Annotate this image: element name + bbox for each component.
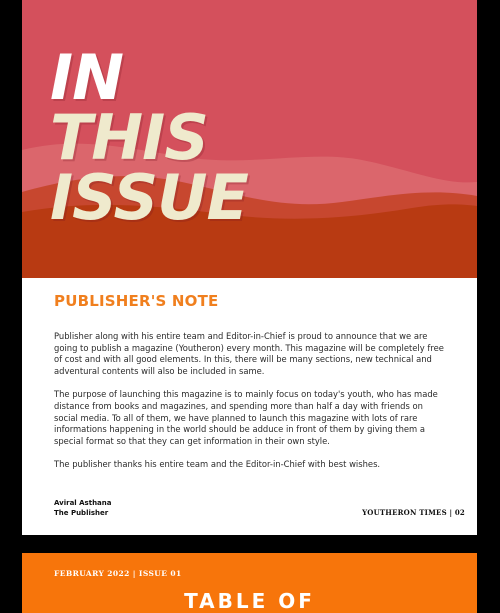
page-footer: YOUTHERON TIMES | 02 [362,508,465,517]
hero-title [50,41,248,234]
hero-title-line-2: THIS [50,101,208,174]
next-page-preview [22,553,477,613]
note-paragraph-2: The purpose of launching this magazine is to mainly focus on today's youth, who has made distance from books and magazines, and spending more than half a day with friends on social media. To all of them, we have planned to launch this magazine with lots of rare informations happening in the world should be adduce in front of them by giving them a special format so that they can get information in their own style. [54,389,438,446]
note-paragraph-1: Publisher along with his entire team and Editor-in-Chief is proud to announce that we are going to publish a magazine (Youtheron) every month. This magazine will be completely free of cost and with all good elements. In this, there will be many sections, new technical and adventural contents will also be included in same. [54,331,444,376]
section-heading: PUBLISHER'S NOTE [54,292,219,310]
note-paragraph-3: The publisher thanks his entire team and the Editor-in-Chief with best wishes. [54,459,381,470]
publishers-note [54,290,449,471]
issue-date-line: FEBRUARY 2022 | ISSUE 01 [54,569,182,578]
table-of-contents-title: TABLE OF [184,589,315,613]
signature-block [54,498,112,518]
hero-title-line-1: IN [50,41,123,114]
magazine-page [22,0,477,535]
signature-name: Aviral Asthana [54,499,112,507]
signature-role: The Publisher [54,509,109,517]
hero-banner [22,0,477,278]
hero-title-line-3: ISSUE [50,161,248,234]
